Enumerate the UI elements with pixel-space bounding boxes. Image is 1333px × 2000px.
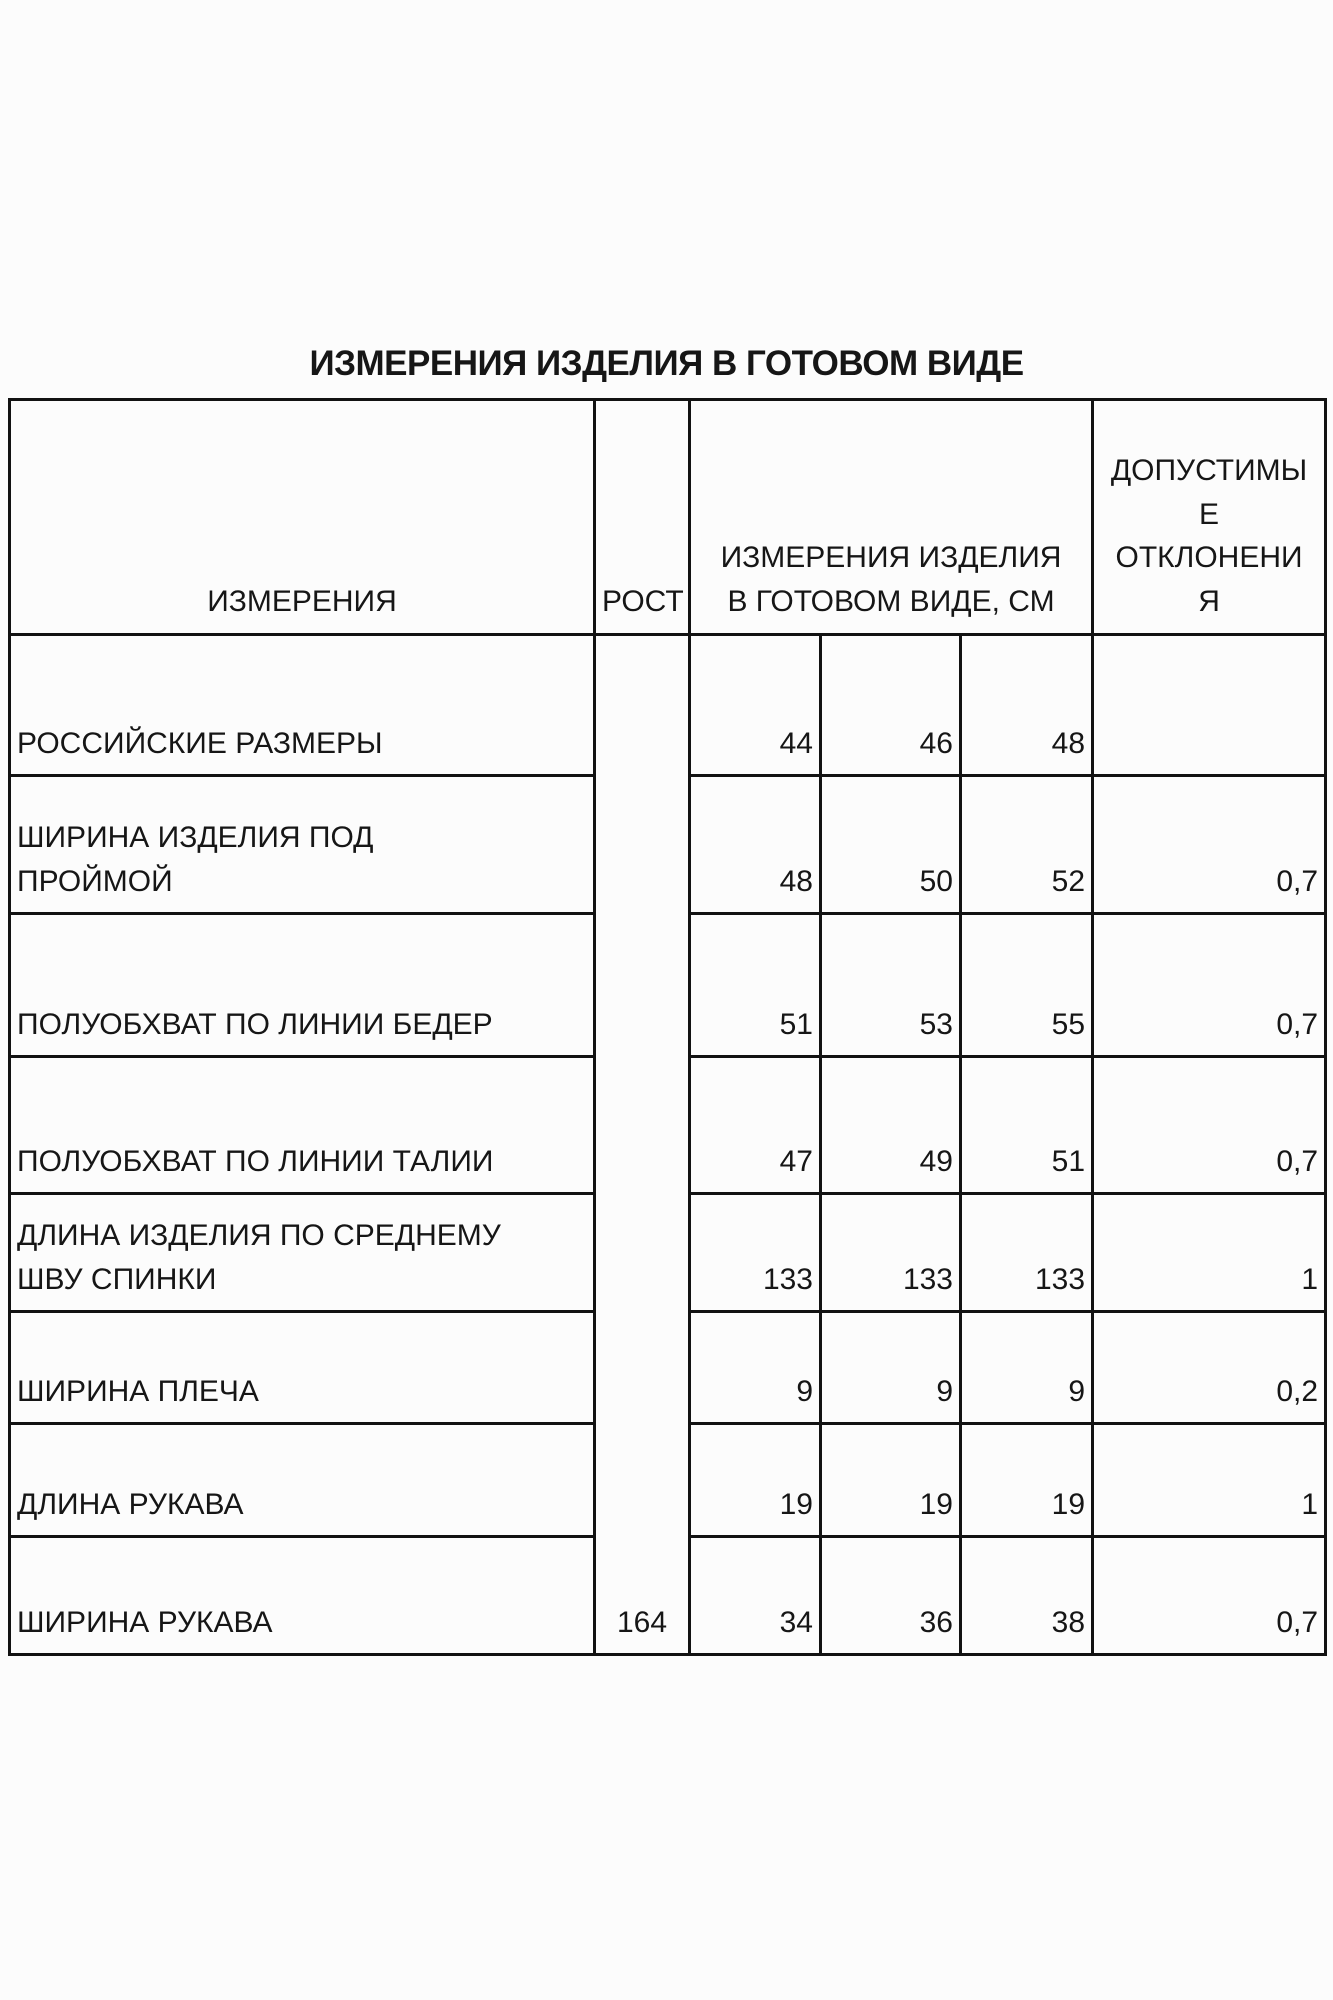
tolerance-value: 0,7: [1093, 776, 1326, 914]
measurements-table: [8, 398, 1327, 1656]
size-48-value: 48: [961, 635, 1093, 776]
row-label: ШИРИНА ИЗДЕЛИЯ ПОД ПРОЙМОЙ: [10, 776, 595, 914]
table-row: [10, 635, 1326, 776]
row-label: ШИРИНА ПЛЕЧА: [10, 1312, 595, 1424]
header-sizes-group: ИЗМЕРЕНИЯ ИЗДЕЛИЯ В ГОТОВОМ ВИДЕ, СМ: [690, 400, 1093, 635]
tolerance-value: 0,7: [1093, 914, 1326, 1057]
size-44-value: 133: [690, 1194, 821, 1312]
row-label: ПОЛУОБХВАТ ПО ЛИНИИ БЕДЕР: [10, 914, 595, 1057]
row-label: ПОЛУОБХВАТ ПО ЛИНИИ ТАЛИИ: [10, 1057, 595, 1194]
tolerance-value: 0,2: [1093, 1312, 1326, 1424]
tolerance-value: 1: [1093, 1424, 1326, 1537]
size-44-value: 47: [690, 1057, 821, 1194]
table-header-row: [10, 400, 1326, 635]
size-48-value: 52: [961, 776, 1093, 914]
size-46-value: 19: [821, 1424, 961, 1537]
size-46-value: 50: [821, 776, 961, 914]
size-46-value: 49: [821, 1057, 961, 1194]
size-46-value: 53: [821, 914, 961, 1057]
size-44-value: 34: [690, 1537, 821, 1655]
header-measurements: ИЗМЕРЕНИЯ: [10, 400, 595, 635]
size-48-value: 133: [961, 1194, 1093, 1312]
tolerance-value: 1: [1093, 1194, 1326, 1312]
size-46-value: 133: [821, 1194, 961, 1312]
size-44-value: 19: [690, 1424, 821, 1537]
row-label: ДЛИНА РУКАВА: [10, 1424, 595, 1537]
size-46-value: 36: [821, 1537, 961, 1655]
size-46-value: 9: [821, 1312, 961, 1424]
size-46-value: 46: [821, 635, 961, 776]
size-48-value: 51: [961, 1057, 1093, 1194]
tolerance-value: [1093, 635, 1326, 776]
row-label: ШИРИНА РУКАВА: [10, 1537, 595, 1655]
header-tolerance: ДОПУСТИМЫ Е ОТКЛОНЕНИ Я: [1093, 400, 1326, 635]
size-48-value: 38: [961, 1537, 1093, 1655]
size-48-value: 19: [961, 1424, 1093, 1537]
header-rost: РОСТ: [595, 400, 690, 635]
tolerance-value: 0,7: [1093, 1537, 1326, 1655]
size-48-value: 55: [961, 914, 1093, 1057]
page-title: ИЗМЕРЕНИЯ ИЗДЕЛИЯ В ГОТОВОМ ВИДЕ: [309, 344, 1024, 383]
size-44-value: 51: [690, 914, 821, 1057]
tolerance-value: 0,7: [1093, 1057, 1326, 1194]
size-44-value: 9: [690, 1312, 821, 1424]
row-label: РОССИЙСКИЕ РАЗМЕРЫ: [10, 635, 595, 776]
size-44-value: 44: [690, 635, 821, 776]
rost-value-cell: 164: [595, 635, 690, 1655]
size-44-value: 48: [690, 776, 821, 914]
row-label: ДЛИНА ИЗДЕЛИЯ ПО СРЕДНЕМУ ШВУ СПИНКИ: [10, 1194, 595, 1312]
size-48-value: 9: [961, 1312, 1093, 1424]
